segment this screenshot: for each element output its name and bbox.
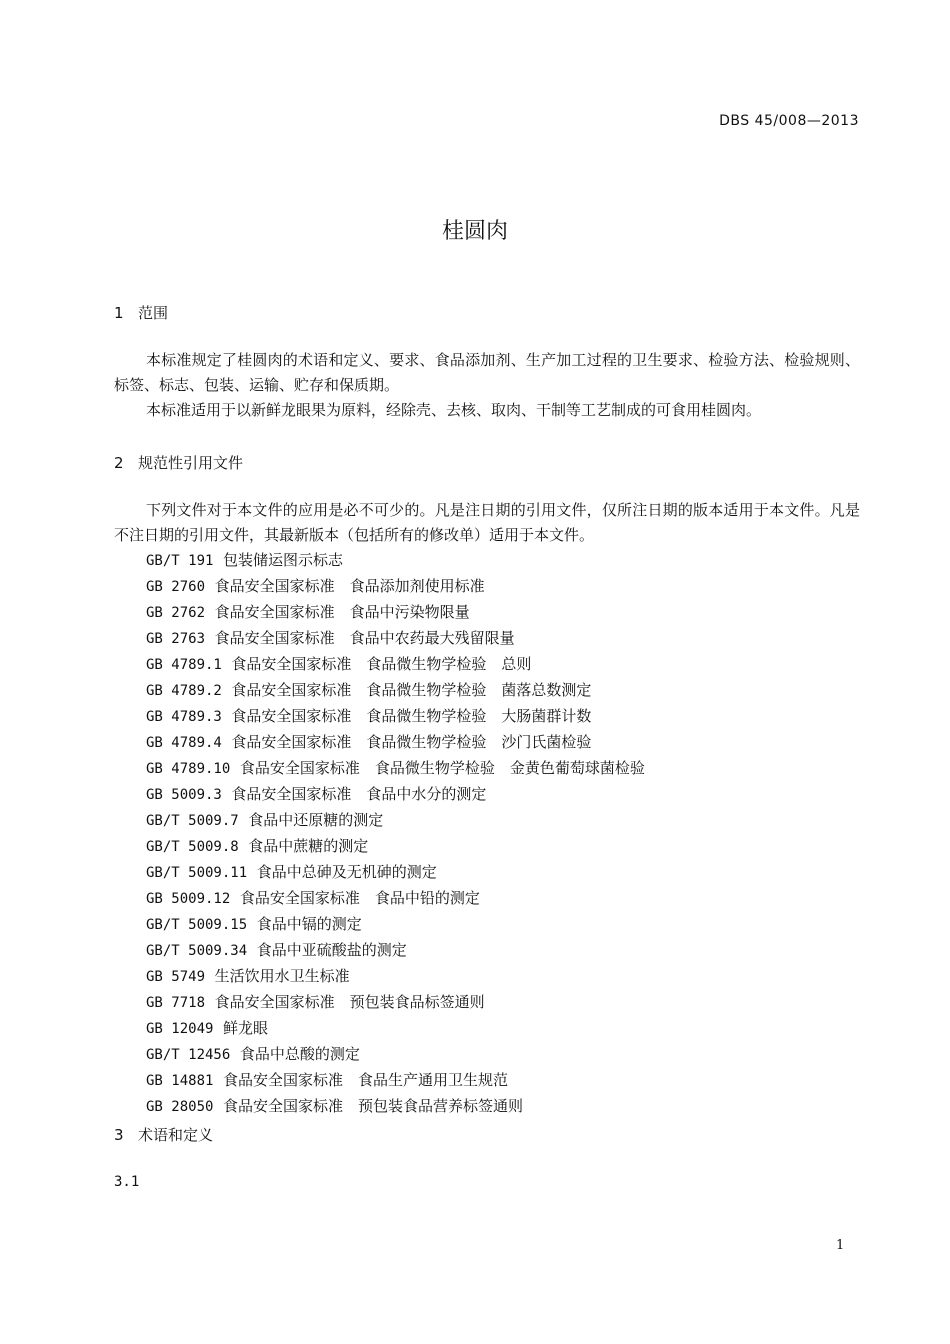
reference-item bbox=[146, 938, 645, 964]
reference-item bbox=[146, 782, 645, 808]
reference-code: GB 28050 bbox=[146, 1099, 214, 1115]
reference-item bbox=[146, 626, 645, 652]
reference-code: GB/T 5009.7 bbox=[146, 813, 239, 829]
reference-title: 食品安全国家标准 食品生产通用卫生规范 bbox=[222, 1071, 508, 1089]
reference-item bbox=[146, 886, 645, 912]
reference-code: GB 12049 bbox=[146, 1021, 214, 1037]
reference-item bbox=[146, 1016, 645, 1042]
reference-code: GB/T 12456 bbox=[146, 1047, 231, 1063]
reference-item bbox=[146, 730, 645, 756]
standard-number: DBS 45/008—2013 bbox=[719, 113, 859, 129]
reference-title: 食品安全国家标准 食品中水分的测定 bbox=[231, 785, 487, 803]
scope-paragraph-2: 本标准适用于以新鲜龙眼果为原料，经除壳、去核、取肉、干制等工艺制成的可食用桂圆肉。 bbox=[146, 401, 762, 419]
reference-item bbox=[146, 1068, 645, 1094]
reference-item bbox=[146, 652, 645, 678]
reference-item bbox=[146, 756, 645, 782]
reference-title: 食品中还原糖的测定 bbox=[248, 811, 384, 829]
reference-code: GB 4789.1 bbox=[146, 657, 222, 673]
reference-code: GB 4789.10 bbox=[146, 761, 231, 777]
reference-code: GB/T 5009.8 bbox=[146, 839, 239, 855]
reference-code: GB 5009.3 bbox=[146, 787, 222, 803]
reference-code: GB/T 5009.11 bbox=[146, 865, 248, 881]
reference-item bbox=[146, 990, 645, 1016]
section-heading-scope bbox=[114, 302, 168, 323]
page-number: 1 bbox=[836, 1238, 845, 1253]
reference-title: 食品安全国家标准 食品中污染物限量 bbox=[214, 603, 470, 621]
reference-title: 食品安全国家标准 食品中铅的测定 bbox=[239, 889, 480, 907]
section-title: 规范性引用文件 bbox=[138, 454, 244, 472]
reference-code: GB 5009.12 bbox=[146, 891, 231, 907]
reference-item bbox=[146, 704, 645, 730]
reference-item bbox=[146, 834, 645, 860]
reference-item bbox=[146, 964, 645, 990]
reference-title: 食品中亚硫酸盐的测定 bbox=[256, 941, 407, 959]
reference-title: 生活饮用水卫生标准 bbox=[214, 967, 350, 985]
reference-code: GB/T 191 bbox=[146, 553, 214, 569]
reference-title: 食品安全国家标准 食品微生物学检验 大肠菌群计数 bbox=[231, 707, 592, 725]
reference-code: GB 4789.2 bbox=[146, 683, 222, 699]
clause-number: 3.1 bbox=[114, 1174, 140, 1190]
reference-title: 食品中镉的测定 bbox=[256, 915, 362, 933]
reference-title: 食品中总酸的测定 bbox=[239, 1045, 360, 1063]
reference-item bbox=[146, 548, 645, 574]
reference-code: GB 2763 bbox=[146, 631, 206, 647]
reference-code: GB 2762 bbox=[146, 605, 206, 621]
section-title: 范围 bbox=[138, 304, 169, 322]
reference-item bbox=[146, 574, 645, 600]
reference-title: 食品安全国家标准 预包装食品标签通则 bbox=[214, 993, 485, 1011]
reference-code: GB/T 5009.15 bbox=[146, 917, 248, 933]
reference-item bbox=[146, 808, 645, 834]
reference-title: 食品安全国家标准 食品微生物学检验 菌落总数测定 bbox=[231, 681, 592, 699]
reference-code: GB 4789.3 bbox=[146, 709, 222, 725]
section-heading-references bbox=[114, 452, 243, 473]
document-title: 桂圆肉 bbox=[441, 219, 508, 244]
reference-code: GB 2760 bbox=[146, 579, 206, 595]
section-heading-terms bbox=[114, 1124, 213, 1145]
reference-title: 食品安全国家标准 食品微生物学检验 金黄色葡萄球菌检验 bbox=[239, 759, 645, 777]
reference-item bbox=[146, 1042, 645, 1068]
reference-code: GB 4789.4 bbox=[146, 735, 222, 751]
reference-item bbox=[146, 678, 645, 704]
reference-title: 食品安全国家标准 食品添加剂使用标准 bbox=[214, 577, 485, 595]
reference-title: 食品安全国家标准 食品中农药最大残留限量 bbox=[214, 629, 515, 647]
reference-title: 包装储运图示标志 bbox=[222, 551, 343, 569]
section-number: 3 bbox=[114, 1126, 124, 1144]
reference-title: 食品安全国家标准 预包装食品营养标签通则 bbox=[222, 1097, 523, 1115]
reference-title: 鲜龙眼 bbox=[222, 1019, 268, 1037]
reference-title: 食品中蔗糖的测定 bbox=[248, 837, 369, 855]
reference-title: 食品安全国家标准 食品微生物学检验 总则 bbox=[231, 655, 532, 673]
reference-list bbox=[146, 548, 645, 1120]
reference-item bbox=[146, 912, 645, 938]
reference-title: 食品中总砷及无机砷的测定 bbox=[256, 863, 437, 881]
reference-code: GB 14881 bbox=[146, 1073, 214, 1089]
reference-code: GB/T 5009.34 bbox=[146, 943, 248, 959]
section-number: 1 bbox=[114, 304, 124, 322]
reference-item bbox=[146, 860, 645, 886]
section-number: 2 bbox=[114, 454, 124, 472]
reference-code: GB 7718 bbox=[146, 995, 206, 1011]
references-intro: 下列文件对于本文件的应用是必不可少的。凡是注日期的引用文件，仅所注日期的版本适用于本文件。凡是不注日期的引用文件，其最新版本（包括所有的修改单）适用于本文件。 bbox=[114, 501, 860, 544]
reference-code: GB 5749 bbox=[146, 969, 206, 985]
section-title: 术语和定义 bbox=[138, 1126, 214, 1144]
scope-paragraph-1: 本标准规定了桂圆肉的术语和定义、要求、食品添加剂、生产加工过程的卫生要求、检验方法、检验规则、标签、标志、包装、运输、贮存和保质期。 bbox=[114, 351, 860, 394]
reference-item bbox=[146, 600, 645, 626]
reference-title: 食品安全国家标准 食品微生物学检验 沙门氏菌检验 bbox=[231, 733, 592, 751]
reference-item bbox=[146, 1094, 645, 1120]
